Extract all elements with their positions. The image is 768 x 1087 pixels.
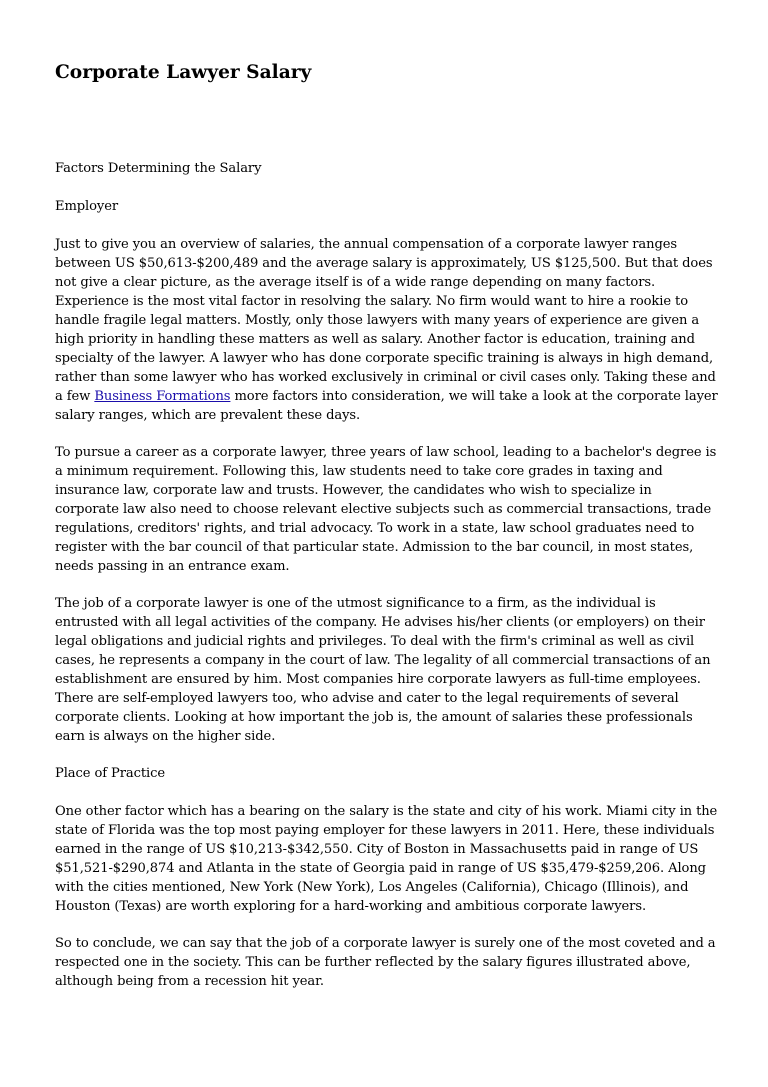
text-line: The job of a corporate lawyer is one of the utmost significance to a firm, as the individual is — [55, 596, 656, 611]
link-suffix-text: more factors into consideration, we will take a look at the corporate layer — [230, 389, 718, 404]
link-prefix-text: a few — [55, 389, 95, 404]
text-line: legal obligations and judicial rights and privileges. To deal with the firm's criminal as well as civil — [55, 634, 695, 649]
text-line: entrusted with all legal activities of the company. He advises his/her clients (or employers) on their — [55, 615, 705, 630]
text-line: earn is always on the higher side. — [55, 729, 276, 744]
text-line: Experience is the most vital factor in resolving the salary. No firm would want to hire a rookie to — [55, 294, 688, 309]
text-line: Houston (Texas) are worth exploring for a hard-working and ambitious corporate lawyers. — [55, 899, 647, 914]
text-line: although being from a recession hit year. — [55, 974, 324, 989]
text-line: There are self-employed lawyers too, who advise and cater to the legal requirements of several — [55, 691, 679, 706]
text-line: register with the bar council of that particular state. Admission to the bar council, in most states, — [55, 540, 694, 555]
text-line: corporate clients. Looking at how important the job is, the amount of salaries these professionals — [55, 710, 693, 725]
text-line: between US $50,613-$200,489 and the average salary is approximately, US $125,500. But that does — [55, 256, 713, 271]
text-line: So to conclude, we can say that the job of a corporate lawyer is surely one of the most coveted and a — [55, 936, 716, 951]
text-line: corporate law also need to choose relevant elective subjects such as commercial transactions, trade — [55, 502, 712, 517]
text-line: state of Florida was the top most paying employer for these lawyers in 2011. Here, these individuals — [55, 823, 715, 838]
text-line: To pursue a career as a corporate lawyer, three years of law school, leading to a bachelor's degree is — [55, 445, 717, 460]
section-heading-factors: Factors Determining the Salary — [55, 161, 262, 176]
text-line: salary ranges, which are prevalent these days. — [55, 408, 361, 423]
text-line: with the cities mentioned, New York (New York), Los Angeles (California), Chicago (Illinois), and — [55, 880, 689, 895]
text-line-with-link — [55, 387, 718, 406]
business-formations-link[interactable]: Business Formations — [94, 389, 231, 404]
section-heading-place: Place of Practice — [55, 766, 165, 781]
text-line: insurance law, corporate law and trusts. However, the candidates who wish to specialize in — [55, 483, 652, 498]
text-line: cases, he represents a company in the court of law. The legality of all commercial transactions of an — [55, 653, 711, 668]
text-line: establishment are ensured by him. Most companies hire corporate lawyers as full-time employees. — [55, 672, 701, 687]
text-line: needs passing in an entrance exam. — [55, 559, 290, 574]
text-line: earned in the range of US $10,213-$342,550. City of Boston in Massachusetts paid in range of US — [55, 842, 699, 857]
text-line: high priority in handling these matters as well as salary. Another factor is education, training and — [55, 332, 695, 347]
page-title: Corporate Lawyer Salary — [55, 62, 312, 83]
paragraph-place-of-practice — [55, 802, 718, 916]
text-line: rather than some lawyer who has worked exclusively in criminal or civil cases only. Taking these and — [55, 370, 716, 385]
text-line: Just to give you an overview of salaries, the annual compensation of a corporate lawyer ranges — [55, 237, 678, 252]
text-line: regulations, creditors' rights, and trial advocacy. To work in a state, law school graduates need to — [55, 521, 695, 536]
paragraph-conclusion — [55, 934, 715, 991]
text-line: specialty of the lawyer. A lawyer who has done corporate specific training is always in high demand, — [55, 351, 714, 366]
text-line: a minimum requirement. Following this, law students need to take core grades in taxing and — [55, 464, 663, 479]
section-heading-employer: Employer — [55, 199, 119, 214]
paragraph-education — [55, 443, 715, 576]
text-line: $51,521-$290,874 and Atlanta in the state of Georgia paid in range of US $35,479-$259,206. Along — [55, 861, 706, 876]
text-line: respected one in the society. This can be further reflected by the salary figures illustrated above, — [55, 955, 691, 970]
paragraph-overview — [55, 235, 718, 425]
text-line: handle fragile legal matters. Mostly, only those lawyers with many years of experience are given a — [55, 313, 700, 328]
text-line: not give a clear picture, as the average itself is of a wide range depending on many factors. — [55, 275, 656, 290]
paragraph-job-role — [55, 594, 715, 746]
text-line: One other factor which has a bearing on the salary is the state and city of his work. Miami city in the — [55, 804, 718, 819]
